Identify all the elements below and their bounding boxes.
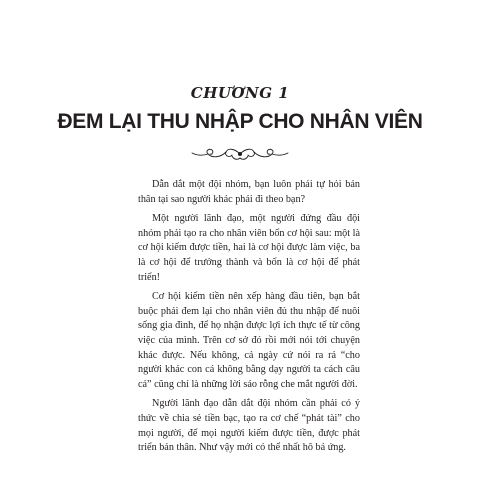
paragraph-4: Người lãnh đạo dẫn dắt đội nhóm cần phải có ý thức về chia sẻ tiền bạc, tạo ra cơ chế “phát tài” cho mọi người, để mọi người kiếm được tiền, được phát triển bản thân. Như vậy mới có thể nhất hô bá ứng. — [138, 398, 360, 454]
paragraph-2: Một người lãnh đạo, một người đứng đầu đội nhóm phải tạo ra cho nhân viên bốn cơ hội sau: một là cơ hội kiếm được tiền, hai là cơ hội được làm việc, ba là cơ hội để trưởng thành và bốn là cơ hội để phát triển! — [138, 213, 360, 283]
chapter-title: ĐEM LẠI THU NHẬP CHO NHÂN VIÊN — [57, 110, 423, 133]
chapter-body — [138, 178, 360, 461]
flourish-ornament-icon — [188, 144, 292, 164]
chapter-number: CHƯƠNG 1 — [190, 84, 290, 102]
paragraph-3: Cơ hội kiếm tiền nên xếp hàng đầu tiên, bạn bắt buộc phải đem lại cho nhân viên đủ thu nhập để nuôi sống gia đình, để họ nhận được lợi ích thực tế từ công việc của mình. Trên cơ sở đó rồi mới nói tới chuyện khác được. Nếu không, cả ngày cứ nói ra rả “cho người khác con cá không bằng dạy người ta cách câu cá” cũng chỉ là những lời sáo rỗng che mắt người đời. — [138, 291, 360, 390]
paragraph-1: Dẫn dắt một đội nhóm, bạn luôn phải tự hỏi bản thân tại sao người khác phải đi theo bạn? — [138, 179, 360, 205]
